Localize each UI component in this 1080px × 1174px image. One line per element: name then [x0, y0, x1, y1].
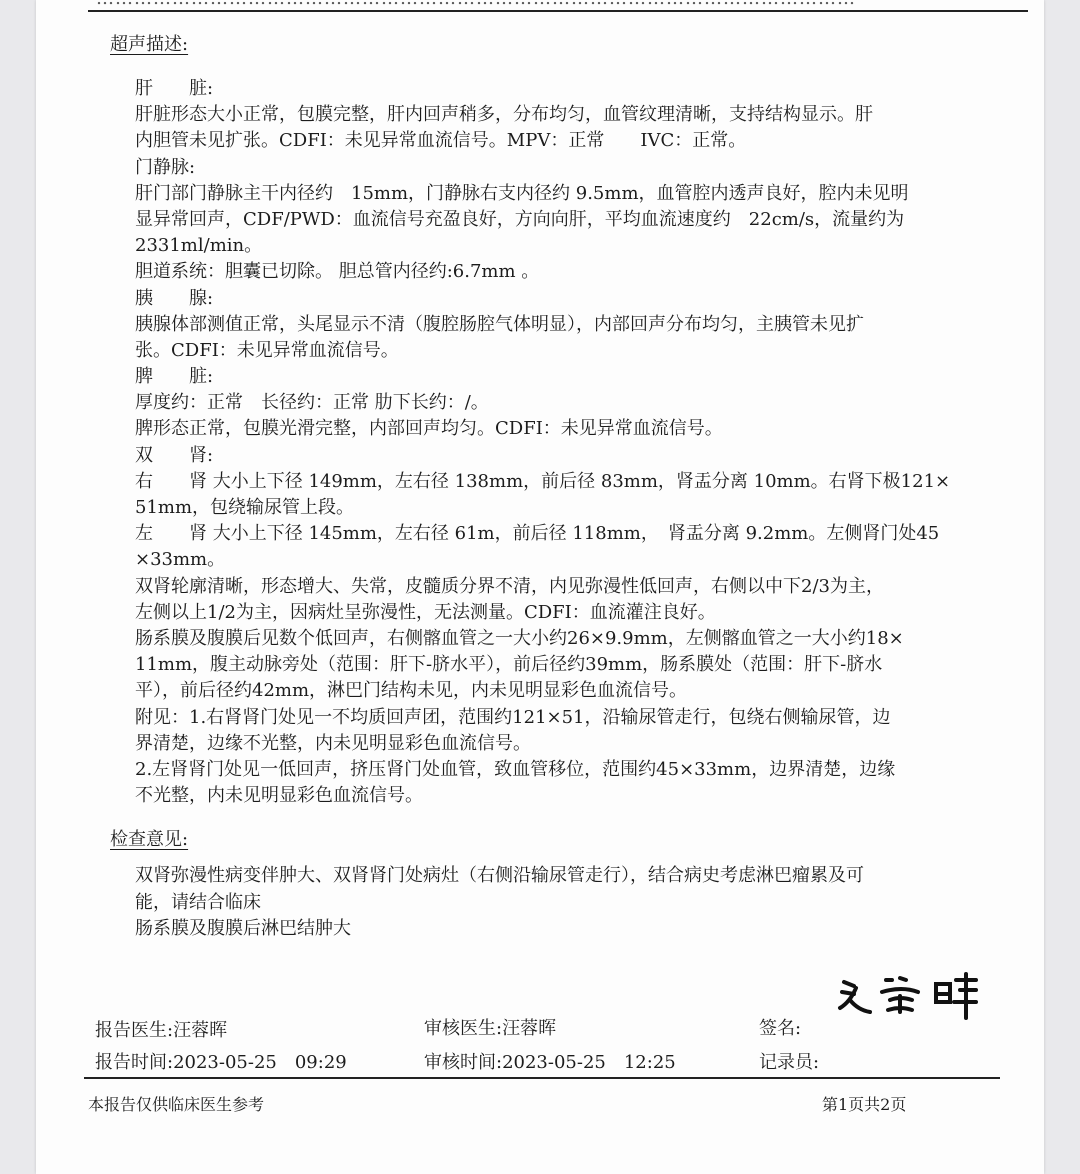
report-line: 左 肾 大小上下径 145mm，左右径 61m，前后径 118mm， 肾盂分离 9.2mm。左侧肾门处45 — [135, 523, 940, 545]
review-doctor-name: 汪蓉晖 — [502, 1018, 557, 1039]
report-line: 内胆管未见扩张。CDFI：未见异常血流信号。MPV：正常 IVC：正常。 — [135, 130, 747, 152]
page-number: 第1页共2页 — [822, 1095, 907, 1114]
report-line: 11mm，腹主动脉旁处（范围：肝下-脐水平），前后径约39mm，肠系膜处（范围：肝下-脐水 — [135, 654, 883, 676]
review-time-value: 2023-05-25 12:25 — [502, 1052, 676, 1073]
report-page — [36, 0, 1044, 1174]
report-line: 肝 脏: — [135, 78, 214, 99]
report-line: 2.左肾肾门处见一低回声，挤压肾门处血管，致血管移位，范围约45×33mm，边界清楚，边缘 — [135, 758, 896, 780]
report-line: 双 肾: — [135, 444, 214, 466]
report-time-label: 报告时间: — [95, 1052, 174, 1073]
report-line: 厚度约：正常 长径约：正常 肋下长约：/。 — [135, 392, 489, 414]
review-doctor-label: 审核医生: — [424, 1018, 503, 1039]
report-line: 显异常回声，CDF/PWD：血流信号充盈良好，方向向肝，平均血流速度约 22cm/s，流量约为 — [135, 208, 905, 230]
report-line: 双肾轮廓清晰，形态增大、失常，皮髓质分界不清，内见弥漫性低回声，右侧以中下2/3为主， — [135, 575, 884, 597]
report-doctor — [95, 1016, 227, 1042]
report-line: 脾 脏: — [135, 366, 214, 388]
report-line: 脾形态正常，包膜光滑完整，内部回声均匀。CDFI：未见异常血流信号。 — [135, 418, 723, 440]
report-line: 2331ml/min。 — [135, 235, 263, 257]
report-line: 肠系膜及腹膜后淋巴结肿大 — [135, 918, 351, 939]
report-line: 门静脉: — [135, 156, 196, 178]
report-doctor-label: 报告医生: — [95, 1020, 174, 1041]
description-title: 超声描述: — [110, 34, 189, 55]
review-doctor — [424, 1014, 556, 1040]
opinion-title: 检查意见: — [110, 829, 189, 850]
report-line: 51mm，包绕输尿管上段。 — [135, 497, 355, 518]
header-divider — [88, 10, 1028, 12]
report-line: 肠系膜及腹膜后见数个低回声，右侧髂血管之一大小约26×9.9mm，左侧髂血管之一大小约18× — [135, 627, 904, 649]
report-line: 胰腺体部测值正常，头尾显示不清（腹腔肠腔气体明显），内部回声分布均匀，主胰管未见扩 — [135, 313, 864, 335]
report-doctor-name: 汪蓉晖 — [173, 1020, 228, 1041]
footer-divider — [84, 1077, 1000, 1079]
report-line: 平），前后径约42mm，淋巴门结构未见，内未见明显彩色血流信号。 — [135, 680, 688, 702]
report-line: 肝门部门静脉主干内径约 15mm，门静脉右支内径约 9.5mm，血管腔内透声良好，腔内未见明 — [135, 182, 909, 204]
report-line: 界清楚，边缘不光整，内未见明显彩色血流信号。 — [135, 732, 531, 754]
review-time — [424, 1048, 676, 1074]
review-time-label: 审核时间: — [424, 1052, 503, 1073]
report-time-value: 2023-05-25 09:29 — [173, 1052, 347, 1073]
doctor-signature — [836, 970, 981, 1020]
report-line: 附见：1.右肾肾门处见一不均质回声团，范围约121×51，沿输尿管走行，包绕右侧输尿管，边 — [135, 706, 891, 728]
report-line: 右 肾 大小上下径 149mm，左右径 138mm，前后径 83mm，肾盂分离 10mm。右肾下极121× — [135, 470, 951, 492]
report-line: 胆道系统：胆囊已切除。 胆总管内径约:6.7mm 。 — [135, 261, 540, 283]
report-line: 张。CDFI：未见异常血流信号。 — [135, 339, 399, 361]
recorder-label: 记录员: — [759, 1052, 820, 1073]
report-line: 能，请结合临床 — [135, 891, 261, 913]
report-line: 左侧以上1/2为主，因病灶呈弥漫性，无法测量。CDFI：血流灌注良好。 — [135, 601, 716, 623]
report-line: 胰 腺: — [135, 287, 214, 309]
report-line: 不光整，内未见明显彩色血流信号。 — [135, 785, 423, 807]
ultrasound-description — [135, 76, 975, 809]
report-line: 双肾弥漫性病变伴肿大、双肾肾门处病灶（右侧沿输尿管走行），结合病史考虑淋巴瘤累及可 — [135, 865, 864, 886]
report-time — [95, 1048, 347, 1074]
examination-opinion — [135, 863, 975, 943]
report-line: ×33mm。 — [135, 549, 226, 571]
report-line: 肝脏形态大小正常，包膜完整，肝内回声稍多，分布均匀，血管纹理清晰，支持结构显示。肝 — [135, 104, 873, 126]
signature-label: 签名: — [759, 1018, 802, 1039]
clipped-header-text — [96, 0, 996, 8]
disclaimer-note: 本报告仅供临床医生参考 — [88, 1095, 265, 1114]
